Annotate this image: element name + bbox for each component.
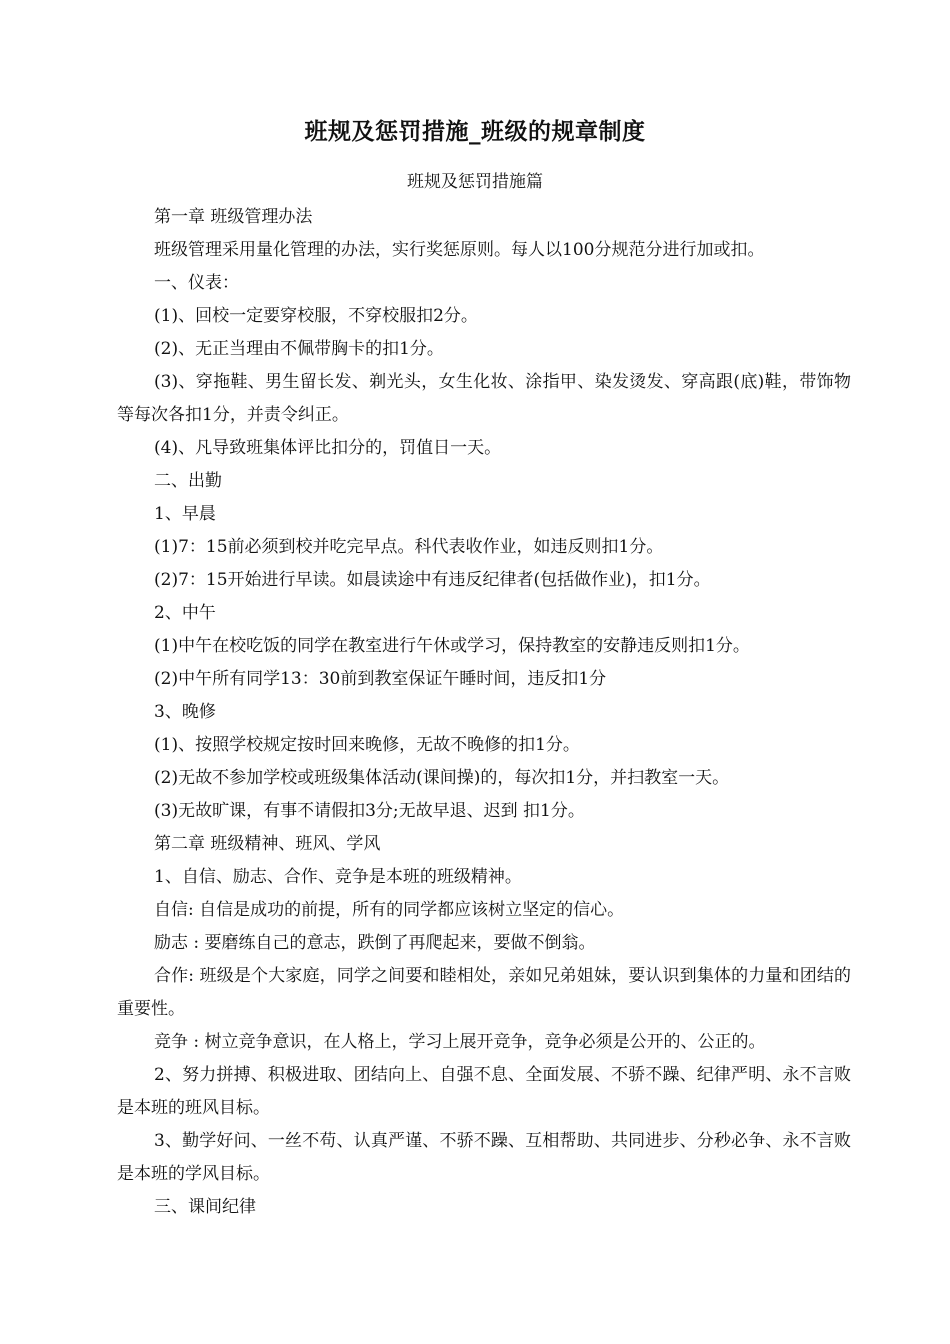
chapter-heading: 第二章 班级精神、班风、学风 xyxy=(154,834,381,854)
rule-item: (2)、无正当理由不佩带胸卡的扣1分。 xyxy=(154,339,444,359)
document-body xyxy=(117,201,851,1224)
paragraph: 合作: 班级是个大家庭，同学之间要和睦相处，亲如兄弟姐妹，要认识到集体的力量和团结的重要性。 xyxy=(117,966,851,1019)
rule-item: (3)、穿拖鞋、男生留长发、剃光头，女生化妆、涂指甲、染发烫发、穿高跟(底)鞋，带饰物等每次各扣1分，并责令纠正。 xyxy=(117,372,851,425)
paragraph: 班级管理采用量化管理的办法，实行奖惩原则。每人以100分规范分进行加或扣。 xyxy=(154,240,765,260)
rule-item: (3)无故旷课，有事不请假扣3分;无故早退、迟到 扣1分。 xyxy=(154,801,585,821)
rule-item: (1)7：15前必须到校并吃完早点。科代表收作业，如违反则扣1分。 xyxy=(154,537,664,557)
chapter-heading: 第一章 班级管理办法 xyxy=(154,207,313,227)
section-heading: 二、出勤 xyxy=(154,471,222,491)
rule-item: (2)7：15开始进行早读。如晨读途中有违反纪律者(包括做作业)，扣1分。 xyxy=(154,570,711,590)
document-title: 班规及惩罚措施_班级的规章制度 xyxy=(304,118,646,145)
paragraph: 励志 : 要磨练自己的意志，跌倒了再爬起来，要做不倒翁。 xyxy=(154,933,596,953)
paragraph: 3、勤学好问、一丝不苟、认真严谨、不骄不躁、互相帮助、共同进步、分秒必争、永不言败是本班的学风目标。 xyxy=(117,1131,851,1184)
subsection-heading: 1、早晨 xyxy=(154,504,216,524)
document-subtitle: 班规及惩罚措施篇 xyxy=(407,172,543,192)
paragraph: 1、自信、励志、合作、竞争是本班的班级精神。 xyxy=(154,867,522,887)
section-heading: 三、课间纪律 xyxy=(154,1197,256,1217)
subsection-heading: 3、晚修 xyxy=(154,702,216,722)
paragraph: 2、努力拼搏、积极进取、团结向上、自强不息、全面发展、不骄不躁、纪律严明、永不言败是本班的班风目标。 xyxy=(117,1065,851,1118)
subsection-heading: 2、中午 xyxy=(154,603,216,623)
rule-item: (1)、按照学校规定按时回来晚修，无故不晚修的扣1分。 xyxy=(154,735,580,755)
section-heading: 一、仪表： xyxy=(154,273,239,293)
rule-item: (1)、回校一定要穿校服，不穿校服扣2分。 xyxy=(154,306,478,326)
rule-item: (2)无故不参加学校或班级集体活动(课间操)的，每次扣1分，并扫教室一天。 xyxy=(154,768,730,788)
paragraph: 自信: 自信是成功的前提，所有的同学都应该树立坚定的信心。 xyxy=(154,900,625,920)
rule-item: (1)中午在校吃饭的同学在教室进行午休或学习，保持教室的安静违反则扣1分。 xyxy=(154,636,750,656)
paragraph: 竞争 : 树立竞争意识，在人格上，学习上展开竞争，竞争必须是公开的、公正的。 xyxy=(154,1032,766,1052)
rule-item: (4)、凡导致班集体评比扣分的，罚值日一天。 xyxy=(154,438,502,458)
rule-item: (2)中午所有同学13：30前到教室保证午睡时间，违反扣1分 xyxy=(154,669,607,689)
